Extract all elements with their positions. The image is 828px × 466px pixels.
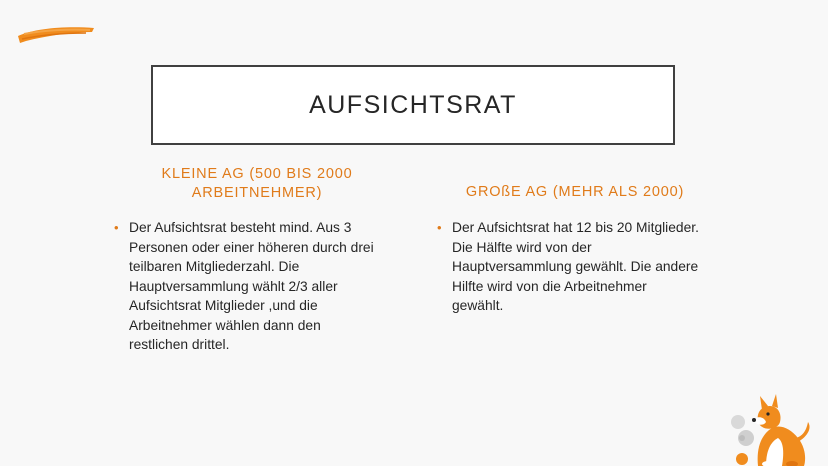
bullet-marker: •	[114, 220, 119, 235]
title-box	[151, 65, 675, 145]
bullet-text-large-ag: Der Aufsichtsrat hat 12 bis 20 Mitglieder. Die Hälfte wird von der Hauptversammlung gewählt. Die andere Hilfte wird von die Arbeitnehmer gewählt.	[452, 220, 699, 313]
heading-small-ag: KLEINE AG (500 BIS 2000 ARBEITNEHMER)	[161, 166, 353, 201]
brush-stroke-icon	[16, 24, 96, 46]
bullet-large-ag	[437, 218, 727, 316]
dog-illustration-icon	[728, 392, 812, 466]
slide-title: AUFSICHTSRAT	[309, 90, 517, 119]
bullet-small-ag	[114, 218, 404, 355]
bullet-marker: •	[437, 220, 442, 235]
heading-large-ag: GROßE AG (MEHR ALS 2000)	[465, 184, 685, 200]
bullet-text-small-ag: Der Aufsichtsrat besteht mind. Aus 3 Personen oder einer höheren durch drei teilbaren Mitgliederzahl. Die Hauptversammlung wählt 2/3 aller Aufsichtsrat Mitglieder ,und die Arbeitnehmer wählen dann den restlichen drittel.	[129, 220, 374, 352]
